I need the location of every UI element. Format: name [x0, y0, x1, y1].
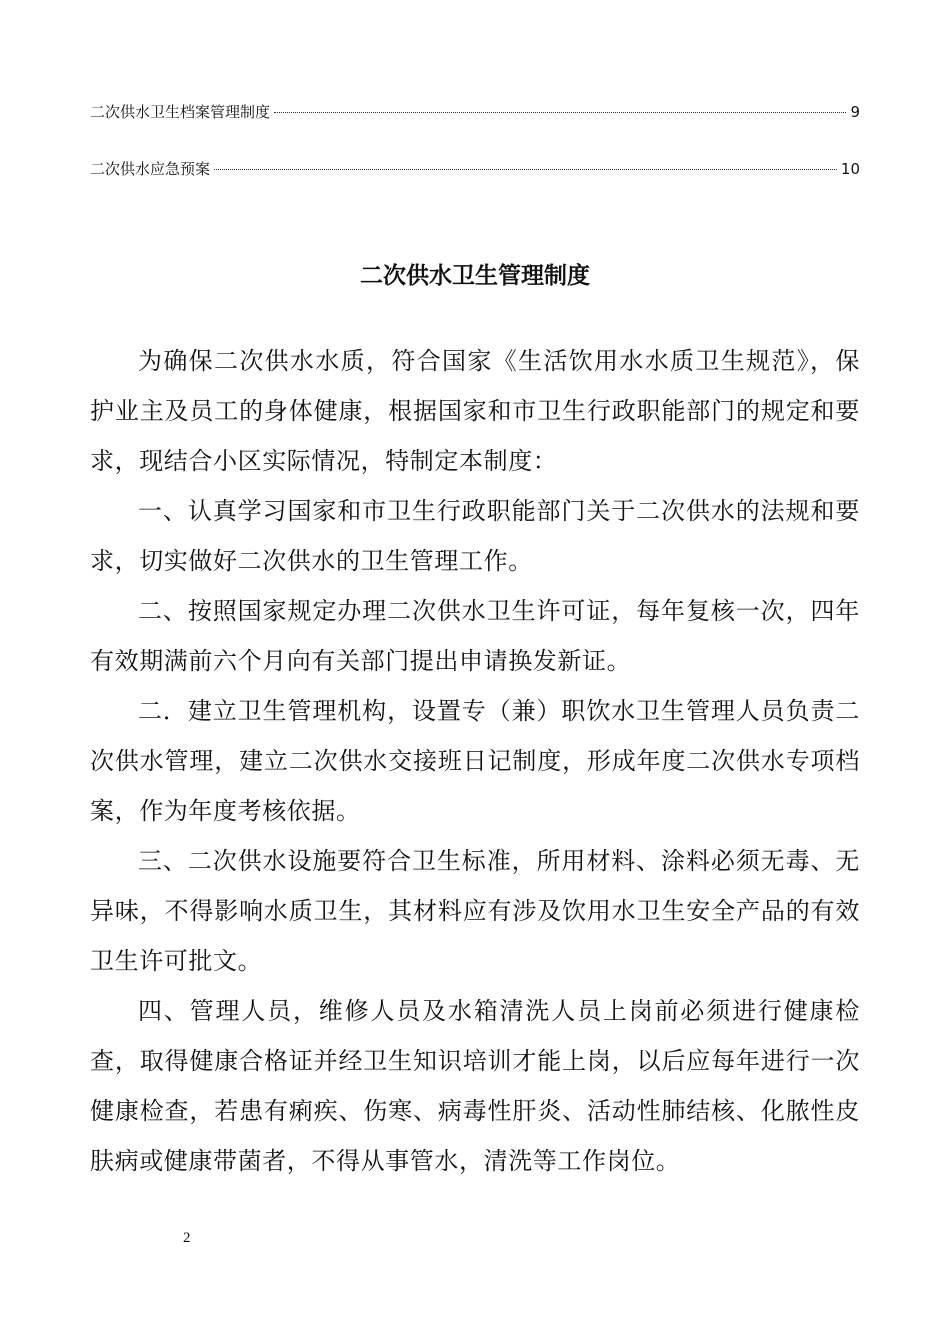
clause-paragraph: 二．建立卫生管理机构，设置专（兼）职饮水卫生管理人员负责二次供水管理，建立二次供水交接班日记制度，形成年度二次供水专项档案，作为年度考核依据。 [90, 697, 860, 825]
clause-paragraph: 一、认真学习国家和市卫生行政职能部门关于二次供水的法规和要求，切实做好二次供水的卫生管理工作。 [90, 497, 860, 575]
intro-paragraph: 为确保二次供水水质，符合国家《生活饮用水水质卫生规范》，保护业主及员工的身体健康，根据国家和市卫生行政职能部门的规定和要求，现结合小区实际情况，特制定本制度： [90, 347, 860, 475]
toc-leader-dots [214, 169, 837, 170]
clause-paragraph: 三、二次供水设施要符合卫生标准，所用材料、涂料必须无毒、无异味，不得影响水质卫生，其材料应有涉及饮用水卫生安全产品的有效卫生许可批文。 [90, 847, 860, 975]
toc-entry-title: 二次供水应急预案 [90, 160, 211, 178]
clause-paragraph: 二、按照国家规定办理二次供水卫生许可证，每年复核一次，四年有效期满前六个月向有关部门提出申请换发新证。 [90, 597, 860, 675]
document-body [90, 336, 860, 1186]
page-number: 2 [183, 1230, 191, 1246]
document-title: 二次供水卫生管理制度 [360, 263, 590, 289]
toc-entry-title: 二次供水卫生档案管理制度 [90, 103, 271, 121]
toc-entry-page: 9 [850, 103, 860, 121]
toc-entry[interactable] [90, 102, 860, 122]
toc-entry-page: 10 [840, 160, 860, 178]
toc-leader-dots [274, 112, 846, 113]
toc-entry[interactable] [90, 159, 860, 179]
clause-paragraph: 四、管理人员，维修人员及水箱清洗人员上岗前必须进行健康检查，取得健康合格证并经卫生知识培训才能上岗，以后应每年进行一次健康检查，若患有痢疾、伤寒、病毒性肝炎、活动性肺结核、化脓性皮肤病或健康带菌者，不得从事管水，清洗等工作岗位。 [90, 997, 860, 1175]
